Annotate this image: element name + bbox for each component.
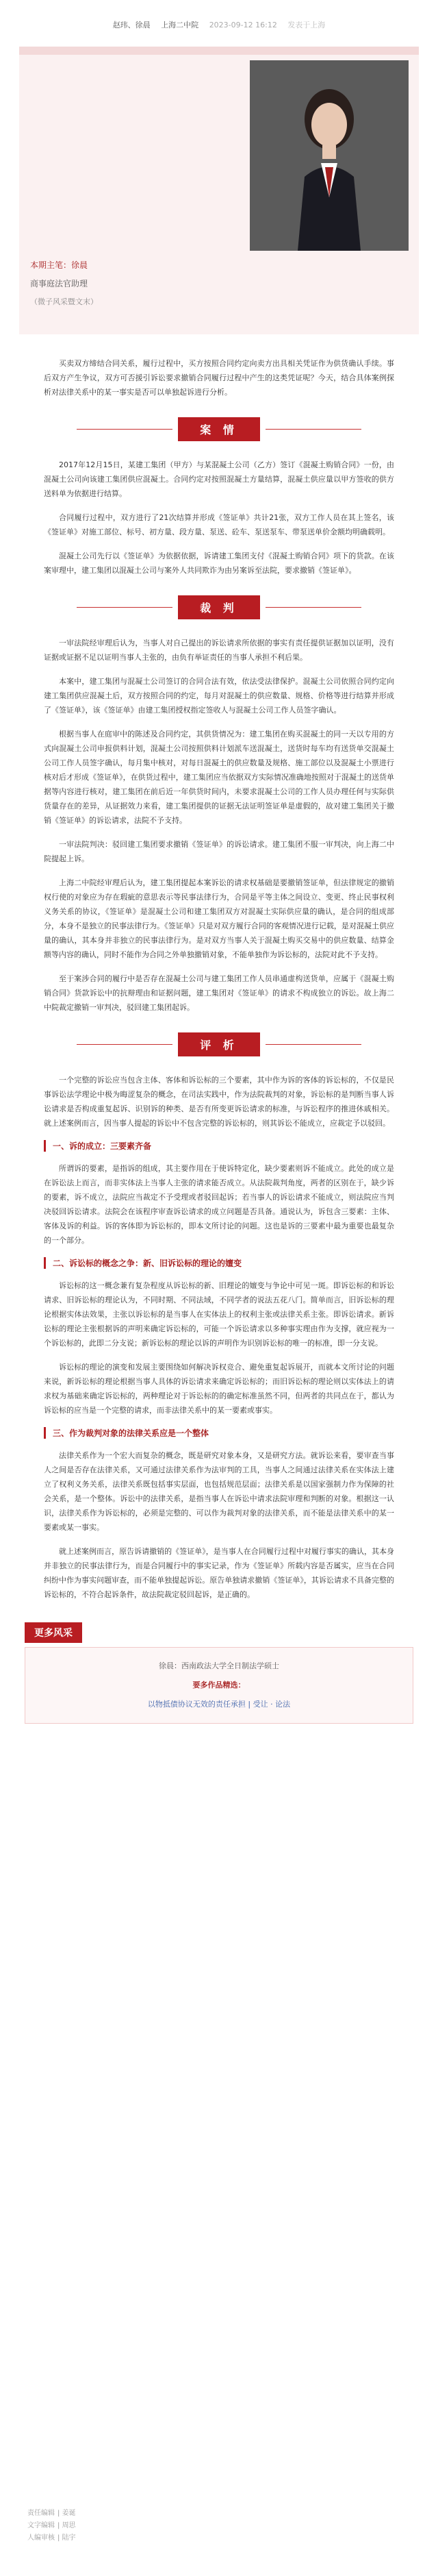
credit-role: 文字编辑 xyxy=(27,2522,55,2529)
judgment-paragraph: 上海二中院经审理后认为，建工集团提起本案诉讼的请求权基础是要撤销签证单，但法律规定的撤销权行使的对象应为存在瑕疵的意思表示等民事法律行为，合同是平等主体之间设立、变更、终止民事权利义务关系的协议，《签证单》是混凝土公司和建工集团双方对混凝土实际供应量的确认，是合同的组成部分，本身不是独立的民事法律行为。《签证单》只是对双方履行合同的客观情况进行记载，是对混凝土供应量的确认，其本身并非独立的民事法律行为。是对双方当事人关于混凝土购买交易中的供应数量、结算金额等内容的确认，同时不能作为合同之外单独撤销对象，不能单独作为诉讼标的，法院对此不予支持。 xyxy=(44,878,394,959)
intro-paragraph: 买卖双方缔结合同关系，履行过程中，买方按照合同约定向卖方出具相关凭证作为供货确认手续。事后双方产生争议，双方可否援引诉讼要求撤销合同履行过程中产生的这类凭证呢？今天，结合具体案例探析对法律关系中的某一事实是否可以单独起诉进行分析。 xyxy=(44,359,394,397)
heading-rule xyxy=(77,607,172,608)
case-paragraph: 2017年12月15日，某建工集团（甲方）与某混凝土公司（乙方）签订《混凝土购销合同》一份，由混凝土公司向该建工集团供应混凝土。合同约定对按照混凝土方量结算，混凝土供应量以甲方签收的供方送料单为依据进行结算。 xyxy=(44,460,394,498)
credit-person: 周思 xyxy=(62,2522,76,2529)
heading-rule xyxy=(77,1044,172,1045)
heading-rule xyxy=(266,429,361,430)
judgment-paragraph: 本案中，建工集团与混凝土公司签订的合同合法有效，依法受法律保护。混凝土公司依照合同约定向建工集团供应混凝土后，双方按照合同的约定，每月对混凝土的供应数量、规格、价格等进行结算并形成了《签证单》，该《签证单》由建工集团授权指定签收人与混凝土公司工作人员签字确认。 xyxy=(44,677,394,715)
editor-credits xyxy=(27,2507,79,2544)
comment-paragraph: 法律关系作为一个宏大而复杂的概念，既是研究对象本身，又是研究方法。就诉讼来看，要审查当事人之间是否存在法律关系，又可通过法律关系作为法审判的工具，当事人之间通过法律关系在实体法上建立了权利义务关系，法律关系既包括事实层面，也包括规范层面；法律关系是以国家强制力作为保障的社会关系，是一个整体。诉讼中的法律关系，是指当事人在诉讼中请求法院审理和判断的对象。根据这一认识，法律关系作为诉讼标的，必须是完整的、可以作为裁判对象的法律关系，而不能是法律关系中的某一要素或某一事实。 xyxy=(44,1451,394,1532)
comment-paragraph: 诉讼标的这一概念兼有复杂程度从诉讼标的新、旧理论的嬗变与争论中可见一斑。即诉讼标的和诉讼请求、旧诉讼标的理论认为，不同时期、不同法域，不同学者的说法五花八门。简单而言，旧诉讼标的理论根据实体法效果，主张以诉讼标的是当事人在实体法上的权利主张或法律关系主张。即诉讼请求。新诉讼标的理论主张根据诉的声明来确定诉讼标的，可能一个诉讼请求以多种事实理由作为支撑，就应视为一个诉讼标的，此即二分支说；新诉讼标的理论以诉的声明作为识别诉讼标的唯一的标准，即一分支说。 xyxy=(44,1281,394,1348)
comment-paragraph: 诉讼标的理论的演变和发展主要围绕如何解决诉权竞合、避免重复起诉展开，而就本文所讨论的问题来说，新诉讼标的理论根据当事人具体的诉讼请求来确定诉讼标的；而旧诉讼标的理论则以实体法上的请求权为基础来确定诉讼标的，两种理论对于诉讼标的的确定标准虽然不同，但两者的共同点在于，都认为诉讼标的应当是一个完整的请求，而非法律关系中的某一要素或事实。 xyxy=(44,1363,394,1415)
section-heading-comment xyxy=(44,1032,394,1056)
author-portrait xyxy=(250,60,409,251)
article-meta xyxy=(0,0,438,47)
credit-role: 责任编辑 xyxy=(27,2510,55,2517)
author-name: 本期主笔：徐晨 xyxy=(30,260,88,270)
comment-paragraph: 所谓诉的要素，是指诉的组成，其主要作用在于使诉特定化，缺少要素则诉不能成立。此处的成立是在诉讼法上而言，而非实体法上当事人主张的请求能否成立。从法院裁判角度，两者的区别在于，缺少诉的要素，诉不成立，法院应当裁定不予受理或者驳回起诉；若当事人的诉讼请求不能成立，则法院应当判决驳回诉讼请求。法院会在该程序审查诉讼请求的成立问题是否具备。通说认为，诉包含三要素：主体、客体及诉的利益。诉的客体即为诉讼标的，即本文所讨论的问题。这也是诉的三要素中最为重要也最复杂的一个部分。 xyxy=(44,1164,394,1245)
more-box xyxy=(25,1647,413,1724)
judgment-paragraph: 至于案涉合同的履行中是否存在混凝土公司与建工集团工作人员串通虚构送货单，应属于《混凝土购销合同》货款诉讼中的抗辩理由和证据问题，建工集团对《签证单》的请求不构成独立的诉讼。故上海二中院裁定撤销一审判决，驳回建工集团起诉。 xyxy=(44,974,394,1012)
section-heading-case xyxy=(44,417,394,441)
subheading-1: 一、诉的成立：三要素齐备 xyxy=(44,1140,394,1152)
comment-paragraph: 就上述案例而言，原告诉请撤销的《签证单》，是当事人在合同履行过程中对履行事实的确认，其本身并非独立的民事法律行为，而是合同履行中的事实记录，作为《签证单》所载内容是否属实，应当在合同纠纷中作为事实问题审查，而不能单独提起诉讼。原告单独请求撤销《签证单》，其诉讼请求不具备完整的诉讼标的，不符合起诉条件，故法院裁定驳回起诉，是正确的。 xyxy=(44,1547,394,1599)
section-heading-judgment xyxy=(44,595,394,619)
meta-authors[interactable]: 赵玮、徐晨 xyxy=(112,21,151,29)
heading-rule xyxy=(266,607,361,608)
credit-person: 陆宇 xyxy=(62,2534,76,2542)
more-title: 更多风采 xyxy=(25,1622,82,1643)
judgment-paragraph: 一审法院经审理后认为，当事人对自己提出的诉讼请求所依据的事实有责任提供证据加以证明，没有证据或证据不足以证明当事人主张的，由负有举证责任的当事人承担不利后果。 xyxy=(44,639,394,662)
more-works-label: 要多作品精选： xyxy=(192,1681,246,1689)
credit-row: 人编审核 | 陆宇 xyxy=(27,2534,76,2542)
more-works-link[interactable]: 以物抵债协议无效的责任承担 | 受让 · 论法 xyxy=(147,1700,291,1709)
more-author-line: 徐晨：西南政法大学全日制法学硕士 xyxy=(159,1661,279,1670)
judgment-paragraph: 一审法院判决：驳回建工集团要求撤销《签证单》的诉讼请求。建工集团不服一审判决，向上海二中院提起上诉。 xyxy=(44,840,394,863)
case-paragraph: 合同履行过程中，双方进行了21次结算并形成《签证单》共计21张，双方工作人员在其上签名，该《签证单》对施工部位、标号、初方量、段方量、泵送、砼车、泵送泵车、带泵送单价金额均明确载明。 xyxy=(44,513,394,536)
more-section xyxy=(25,1622,413,1724)
meta-place: 发表于上海 xyxy=(287,21,326,29)
meta-date: 2023-09-12 16:12 xyxy=(209,21,277,29)
heading-label: 评 析 xyxy=(178,1032,260,1056)
heading-rule xyxy=(266,1044,361,1045)
credit-row: 文字编辑 | 周思 xyxy=(27,2522,76,2529)
subheading-2: 二、诉讼标的概念之争：新、旧诉讼标的理论的嬗变 xyxy=(44,1257,394,1269)
meta-source[interactable]: 上海二中院 xyxy=(161,21,199,29)
author-tag: （微子风采暨文末） xyxy=(30,297,98,306)
cover-banner xyxy=(19,47,419,334)
article-content xyxy=(0,356,438,1602)
subheading-3: 三、作为裁判对象的法律关系应是一个整体 xyxy=(44,1427,394,1439)
author-role: 商事庭法官助理 xyxy=(30,279,88,288)
heading-label: 裁 判 xyxy=(178,595,260,619)
credit-person: 姜诞 xyxy=(62,2510,76,2517)
credit-row: 责任编辑 | 姜诞 xyxy=(27,2510,76,2517)
author-block xyxy=(30,259,98,307)
portrait-image xyxy=(250,60,409,251)
heading-label: 案 情 xyxy=(178,417,260,441)
case-paragraph: 混凝土公司先行以《签证单》为依据依据，诉请建工集团支付《混凝土购销合同》项下的货款。在该案审理中，建工集团以混凝土公司与案外人共同欺诈为由另案诉至法院，要求撤销《签证单》。 xyxy=(44,552,394,575)
heading-rule xyxy=(77,429,172,430)
credit-role: 人编审核 xyxy=(27,2534,55,2542)
banner-band xyxy=(19,47,419,55)
judgment-paragraph: 根据当事人在庭审中的陈述及合同约定，其供货情况为：建工集团在购买混凝土的同一天以专用的方式向混凝土公司申报供料计划，混凝土公司按照供料计划派车送混凝土，送货时每车均有送货单交混凝土公司工作人员签字确认，每月集中核对，对每日混凝土的供应数量及规格、施工部位以及混凝土小票进行核对后才形成《签证单》，在供货过程中，建工集团应当依据双方实际情况准确地按照对于混凝土的送货单据等内容进行核对，建工集团在前后近一年供货时间内，未要求混凝土公司的工作人员办理任何与实际供货量存在的差异，从证据效力来看，建工集团提供的证据无法证明签证单是虚假的，故对建工集团关于撤销《签证单》的诉讼请求，法院不予支持。 xyxy=(44,730,394,825)
comment-intro: 一个完整的诉讼应当包含主体、客体和诉讼标的三个要素，其中作为诉的客体的诉讼标的，不仅是民事诉讼法学理论中极为晦涩复杂的概念，在司法实践中，作为法院裁判的对象，诉讼标的是判断当事人诉讼请求是否构成重复起诉、识别诉的种类、是否有所变更诉讼请求的标准，与诉讼程序的推进休戚相关。就上述案例而言，因当事人提起的诉讼中不包含完整的诉讼标的，则其诉讼不能成立，应裁定予以驳回。 xyxy=(44,1076,394,1128)
